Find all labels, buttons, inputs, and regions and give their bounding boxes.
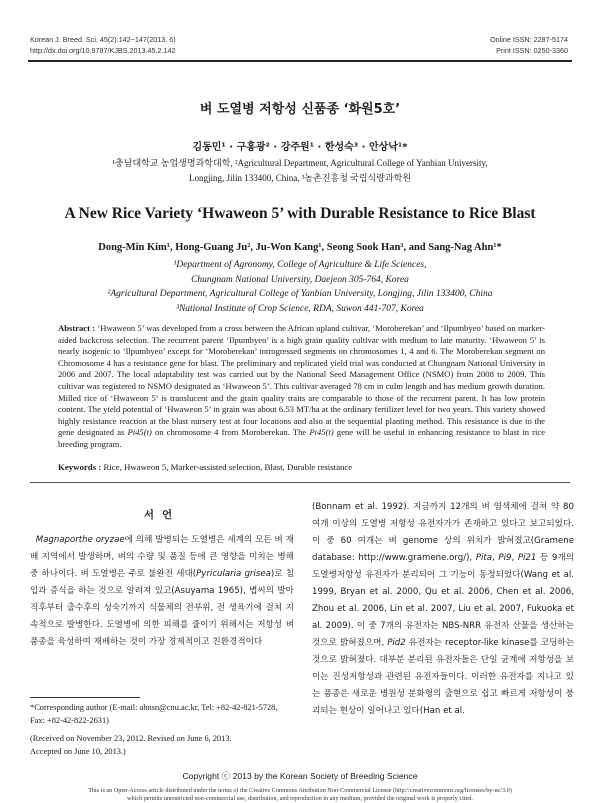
species-name: Magnaporthe oryzae xyxy=(35,535,125,545)
body-column-left xyxy=(30,532,294,651)
body-column-right xyxy=(312,499,574,720)
keywords xyxy=(58,462,545,472)
keywords-text: Rice, Hwaweon 5, Marker-assisted selection, Blast, Durable resistance xyxy=(103,462,353,472)
copyright-notice: Copyright ⓒ 2013 by the Korean Society of Breeding Science xyxy=(182,771,418,781)
keywords-divider xyxy=(30,482,570,483)
abstract-text: ‘Hwaweon 5’ was developed from a cross between the African upland cultivar, ‘Moroberekan’ and ‘Ilpumbyeo’ based on marker-aided backcross selection. The recurrent parent ‘Ilpumbyeo’ is a high grain quality cultivar with medium to late maturity. ‘Hwaweon 5’ is nearly isogenic to ‘Ilpumbyeo’ except for ‘Moroberekan’ introgressed segments on chromosomes 1, 4 and 6. The Moroberekan segment on Chromosome 4 has a resistance gene for blast. The preliminary and replicated yield trial was conducted at Chungnam National University in 2006 and 2007. The local adaptability test was carried out by the National Seed Management Office (NSMO) from 2008 to 2009. This cultivar was registered to NSMO designated as ‘Hwaweon 5’. This cultivar averaged 78 cm in culm length and has medium growth duration. Milled rice of ‘Hwaweon 5’ is translucent and the grain quality traits are comparable to those of the recurrent parent. It has low protein content. The yield potential of ‘Hwaweon 5’ in grain was about 6.53 MT/ha at the ordinary fertilizer level for two years. This variety showed highly resistance reaction at the blast nursery test at four locations and also at the sequential planting method. This resistance is due to the gene designated as xyxy=(58,323,546,438)
footnote xyxy=(30,702,294,758)
separator: , xyxy=(492,553,495,563)
korean-affil-line: ¹충남대학교 농업생명과학대학, ²Agricultural Department, Agricultural College of Yanbian University, xyxy=(112,158,488,168)
print-issn: Print ISSN: 0250-3360 xyxy=(496,46,568,55)
korean-affiliations xyxy=(60,156,540,186)
korean-authors: 김동민¹ · 구홍광² · 강주원¹ · 한성숙³ · 안상낙¹* xyxy=(192,142,408,153)
header-left xyxy=(30,34,176,56)
gene-name: Pid2 xyxy=(387,638,406,648)
korean-title: 벼 도열병 저항성 신품종 ‘화원5호’ xyxy=(199,102,401,117)
received-date: (Received on November 23, 2012. Revised on June 6, 2013. xyxy=(30,734,232,743)
license-line: which permits unrestricted non-commercial use, distribution, and reproduction in any medium, provided the original work is properly cited. xyxy=(127,795,473,802)
body-text: 등 9개의 도열병저항성 유전자가 분리되어 그 기능이 동정되었다(Wang et al. 1999, Bryan et al. 2000, Qu et al. 2006, Chen et al. 2006, Zhou et al. 2006, Lin et al. 2007, Liu et al. 2007, Fukuoka et al. 2009). 이 중 7개의 유전자는 NBS-NRR 유전자 산물을 생산하는 것으로 밝혀졌으며, xyxy=(312,553,575,648)
abstract-text: gene will be useful in enhancing resistance to blast in rice breeding program. xyxy=(58,427,546,449)
gene-name: Pita xyxy=(475,553,493,563)
body-text: 에 의해 발병되는 도열병은 세계의 모든 벼 재배 지역에서 발생하며, 벼의 수량 및 품질 등에 큰 영향을 미치는 병해 중 하나이다. 벼 도열병은 주로 불완전 세대( xyxy=(30,535,294,579)
gene-name: Pi21 xyxy=(517,553,537,563)
english-authors: Dong-Min Kim¹, Hong-Guang Ju², Ju-Won Kang¹, Seong Sook Han³, and Sang-Nag Ahn¹* xyxy=(98,242,502,253)
doi-link[interactable]: http://dx.doi.org/10.9787/KJBS.2013.45.2.142 xyxy=(30,46,176,55)
gene-name: Pi9 xyxy=(498,553,512,563)
keywords-label: Keywords : xyxy=(58,462,102,472)
abstract xyxy=(58,323,545,451)
body-text: (Bonnam et al. 1992). 지금까지 12개의 벼 염색체에 걸쳐 약 80 여개 이상의 도열병 저항성 유전자가가 존재하고 있다고 보고되었다. 이 중 60 여개는 벼 genome 상의 위치가 밝혀졌고(Gramene database: http://www.gramene.org/), xyxy=(312,502,574,563)
english-affil-line: ¹Department of Agronomy, College of Agriculture & Life Sciences, xyxy=(173,260,427,270)
footnote-divider xyxy=(30,697,140,698)
journal-citation: Korean J. Breed. Sci. 45(2):142~147(2013. 6) xyxy=(30,35,176,44)
korean-affil-line: Longjing, Jilin 133400, China, ³농촌진흥청 국립식량과학원 xyxy=(188,173,412,183)
abstract-text: on chromosome 4 from Moroberekan. The xyxy=(154,427,307,438)
section-title: 서언 xyxy=(143,509,181,521)
english-affiliations xyxy=(40,258,560,316)
english-affil-line: ³National Institute of Crop Science, RDA, Suwon 441-707, Korea xyxy=(176,303,424,314)
accepted-date: Accepted on June 10, 2013.) xyxy=(30,746,126,756)
english-affil-line: Chungnam National University, Daejeon 305-764, Korea xyxy=(191,274,409,285)
english-affil-line: ²Agricultural Department, Agricultural College of Yanbian University, Longjing, Jilin 133400, China xyxy=(107,289,493,299)
species-name: Pyricularia grisea xyxy=(196,569,271,579)
body-text: 유전자는 receptor-like kinase를 코딩하는 것으로 밝혀졌다. 대부분 분리된 유전자들은 단일 균계에 저항성을 보이는 진성저항성과 관련된 유전자들이다. 이러한 유전자를 지니고 있는 품종은 새로운 병원성 분화형의 출현으로 쉽고 빠르게 저항성이 붕괴되는 현상이 일어나고 있다(Han et al. xyxy=(312,638,574,716)
gene-name: Pi45(t) xyxy=(127,427,152,438)
license-notice xyxy=(40,787,560,803)
header-right xyxy=(490,34,568,56)
english-title: A New Rice Variety ‘Hwaweon 5’ with Durable Resistance to Rice Blast xyxy=(64,205,536,222)
body-text: )로 침입과 증식을 하는 것으로 알려져 있고(Asuyama 1965), 볍씨의 발아 직후부터 출수후의 성숙기까지 식물체의 전부위, 전 생육기에 걸쳐 지속적으로 발병한다. 도열병에 의한 피해를 줄이기 위해서는 저항성 벼 품종을 육성하여 재배하는 것이 가장 경제적이고 친환경적이다 xyxy=(30,569,294,647)
online-issn: Online ISSN: 2287-5174 xyxy=(490,35,568,44)
abstract-label: Abstract : xyxy=(58,323,96,333)
corresponding-author: *Corresponding author (E-mail: ahnsn@cnu.ac.kr, Tel: +82-42-821-5728, Fax: +82-42-822-2631) xyxy=(30,703,278,725)
header-divider xyxy=(28,60,572,62)
separator: , xyxy=(511,553,515,563)
license-line: This is an Open-Access article distributed under the terms of the Creative Commons Attribution Non-Commercial License (http://creativecommons.org/licenses/by-nc/3.0) xyxy=(88,787,512,794)
gene-name: Pi45(t) xyxy=(309,427,334,438)
